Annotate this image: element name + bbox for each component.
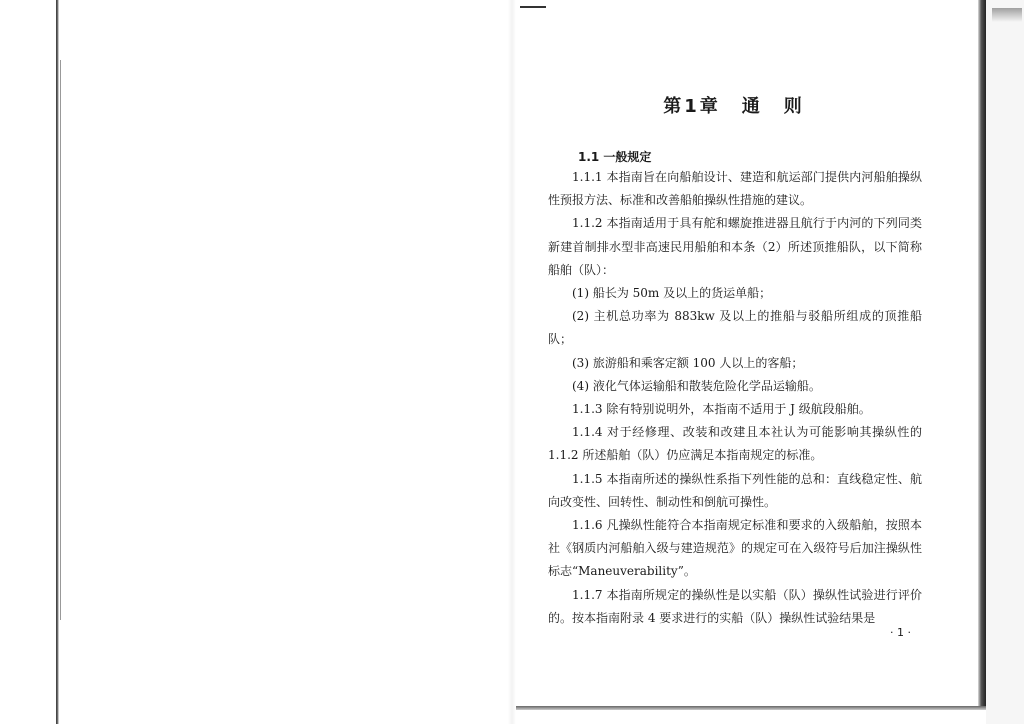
scan-corner-mark <box>520 6 546 8</box>
paragraph-1-1-4: 1.1.4 对于经修理、改装和改建且本社认为可能影响其操纵性的 1.1.2 所述船舶（队）仍应满足本指南规定的标准。 <box>548 425 922 463</box>
left-page-edge-line <box>60 60 61 620</box>
paragraph-1-1-5: 1.1.5 本指南所述的操纵性系指下列性能的总和：直线稳定性、航向改变性、回转性、制动性和倒航可操性。 <box>548 471 922 509</box>
paragraph-1-1-7: 1.1.7 本指南所规定的操纵性是以实船（队）操纵性试验进行评价的。按本指南附录 4 要求进行的实船（队）操纵性试验结果是 <box>548 587 922 625</box>
bottom-page-edge <box>516 706 986 710</box>
paragraph-1-1-6: 1.1.6 凡操纵性能符合本指南规定标准和要求的入级船舶，按照本社《钢质内河船舶入级与建造规范》的规定可在入级符号后加注操纵性标志“Maneuverability”。 <box>548 518 922 579</box>
list-item-4: (4) 液化气体运输船和散装危险化学品运输船。 <box>572 378 821 393</box>
paragraph-1-1-3: 1.1.3 除有特别说明外，本指南不适用于 J 级航段船舶。 <box>572 402 871 417</box>
left-page-edge <box>56 0 59 724</box>
page-number: · 1 · <box>890 626 911 639</box>
book-gutter <box>508 0 516 724</box>
list-item-1: (1) 船长为 50m 及以上的货运单船； <box>572 286 772 301</box>
paragraph-1-1-2: 1.1.2 本指南适用于具有舵和螺旋推进器且航行于内河的下列同类新建首制排水型非高速民用船舶和本条（2）所述顶推船队，以下简称船舶（队）： <box>548 216 922 277</box>
section-title: 1.1 一般规定 <box>578 150 652 164</box>
scan-margin <box>986 0 1024 724</box>
scan-smudge <box>992 8 1022 22</box>
list-item-2: (2) 主机总功率为 883kw 及以上的推船与驳船所组成的顶推船队； <box>548 309 922 347</box>
right-page-edge <box>978 0 986 710</box>
body-text <box>548 166 922 630</box>
chapter-title: 第1章 通 则 <box>663 96 805 117</box>
paragraph-1-1-1: 1.1.1 本指南旨在向船舶设计、建造和航运部门提供内河船舶操纵性预报方法、标准和改善船舶操纵性措施的建议。 <box>548 170 922 208</box>
list-item-3: (3) 旅游船和乘客定额 100 人以上的客船； <box>572 355 804 370</box>
